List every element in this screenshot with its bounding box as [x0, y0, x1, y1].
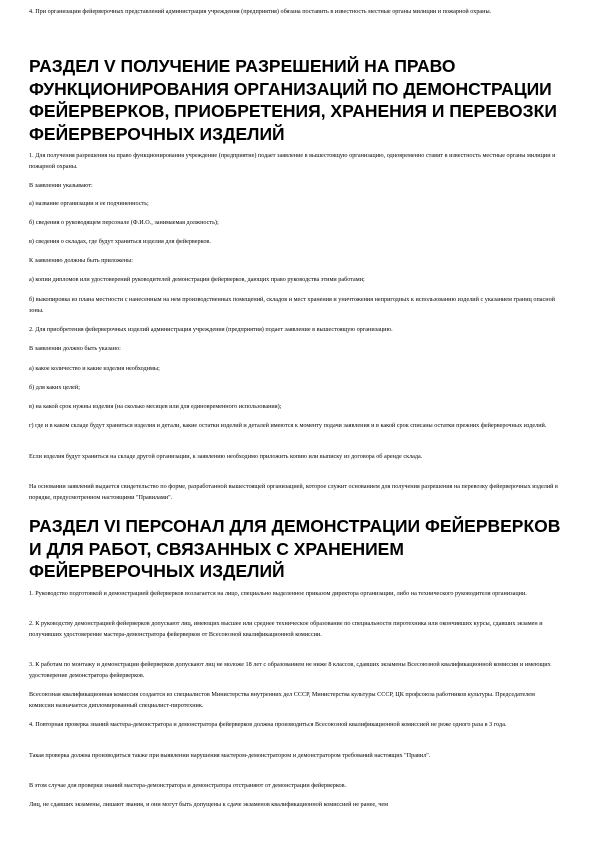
list-item-5-c: в) сведения о складах, где будут храниться изделия для фейерверков. — [29, 238, 211, 245]
paragraph-certificate: На основании заявлений выдается свидетельство по форме, разработанной вышестоящей организацией, которое служит основанием для получения разрешения на перевозку фейерверочных изделий в порядке, предусмотренном настоящими "Правилами". — [29, 483, 558, 501]
list-item-attach-a: а) копии дипломов или удостоверений руководителей демонстрации фейерверков, дающих право руководства этими работами; — [29, 276, 365, 283]
list-item-items-d: г) где и в каком складе будут храниться изделия и детали, какие остатки изделий и деталей имеются к моменту подачи заявления и в какой срок списаны остатки прежних фейерверочных изделий. — [29, 422, 547, 429]
list-item-items-c: в) на какой срок нужны изделия (на сколько месяцев или для единовременного использования); — [29, 403, 282, 410]
list-item-attach-b: б) выкопировка из плана местности с нанесенным на нем производственных помещений, складов и мест хранения и уничтожения непригодных к использованию изделий с указанием границ опасной зоны. — [29, 296, 555, 314]
list-item-5-b: б) сведения о руководящем персонале (Ф.И.О., занимаемая должность); — [29, 219, 219, 226]
paragraph-recheck: Такая проверка должна производиться также при выявлении нарушения мастером-демонстратором и демонстратором требований настоящих "Правил". — [29, 752, 431, 759]
paragraph-6-4: 4. Повторная проверка знаний мастера-демонстратора и демонстратора фейерверков должна производиться Всесоюзной квалификационной комиссией не реже одного раза в 3 года. — [29, 721, 507, 728]
paragraph-6-2: 2. К руководству демонстрацией фейерверков допускают лиц, имеющих высшее или среднее техническое образование по специальности пиротехника или окончивших курсы, сдавших экзамен и получивших удостоверение мастера-демонстратора фейерверков от Всесоюзной квалификационной комиссии. — [29, 620, 543, 638]
paragraph-failed-exams: Лиц, не сдавших экзамены, лишают звания, и они могут быть допущены к сдаче экзаменов квалификационной комиссией не ранее, чем — [29, 801, 389, 808]
paragraph-commission: Всесоюзная квалификационная комиссия создается из специалистов Министерства внутренних дел СССР, Министерства культуры СССР, ЦК профсоюза работников культуры. Председателем комиссии назначается дипломированный специалист-пиротехник. — [29, 691, 535, 709]
list-item-items-b: б) для каких целей; — [29, 384, 80, 391]
paragraph-4-notification: 4. При организации фейерверочных представлений администрация учреждения (предприятия) обязана поставить в известность местные органы милиции и пожарной охраны. — [29, 8, 492, 15]
section-5-heading: РАЗДЕЛ V ПОЛУЧЕНИЕ РАЗРЕШЕНИЙ НА ПРАВО ФУНКЦИОНИРОВАНИЯ ОРГАНИЗАЦИЙ ПО ДЕМОНСТРАЦИИ ФЕЙЕРВЕРКОВ, ПРИОБРЕТЕНИЯ, ХРАНЕНИЯ И ПЕРЕВОЗКИ ФЕЙЕРВЕРОЧНЫХ ИЗДЕЛИЙ — [29, 56, 557, 144]
paragraph-storage-lease: Если изделия будут храниться на складе другой организации, к заявлению необходимо приложить копию или выписку из договора об аренде склада. — [29, 453, 423, 460]
paragraph-5-1: 1. Для получения разрешения на право функционирования учреждение (предприятие) подает заявление в вышестоящую организацию, одновременно ставит в известность местные органы милиции и пожарной охраны. — [29, 152, 556, 170]
list-item-items-a: а) какое количество и какие изделия необходимы; — [29, 365, 160, 372]
paragraph-attachments: К заявлению должны быть приложены: — [29, 257, 133, 264]
paragraph-6-1: 1. Руководство подготовкой и демонстрацией фейерверков возлагается на лицо, специально выделенное приказом директора организации, либо на технического руководителя организации. — [29, 590, 527, 597]
list-item-5-a: а) название организации и ее подчиненность; — [29, 200, 149, 207]
section-6-heading: РАЗДЕЛ VI ПЕРСОНАЛ ДЛЯ ДЕМОНСТРАЦИИ ФЕЙЕРВЕРКОВ И ДЛЯ РАБОТ, СВЯЗАННЫХ С ХРАНЕНИЕМ ФЕЙЕРВЕРОЧНЫХ ИЗДЕЛИЙ — [29, 516, 561, 581]
paragraph-suspension: В этом случае для проверки знаний мастера-демонстратора и демонстратора отстраняют от демонстрации фейерверков. — [29, 782, 347, 789]
paragraph-statement-items: В заявлении должно быть указано: — [29, 345, 121, 352]
paragraph-6-3: 3. К работам по монтажу и демонстрации фейерверков допускают лиц не моложе 18 лет с образованием не ниже 8 классов, сдавших экзамены Всесоюзной квалификационной комиссии и имеющих удостоверение демонстратора фейерверков. — [29, 661, 551, 679]
paragraph-5-2: 2. Для приобретения фейерверочных изделий администрация учреждения (предприятия) подает заявление в вышестоящую организацию. — [29, 326, 393, 333]
paragraph-statement-contents: В заявлении указывают: — [29, 182, 93, 189]
